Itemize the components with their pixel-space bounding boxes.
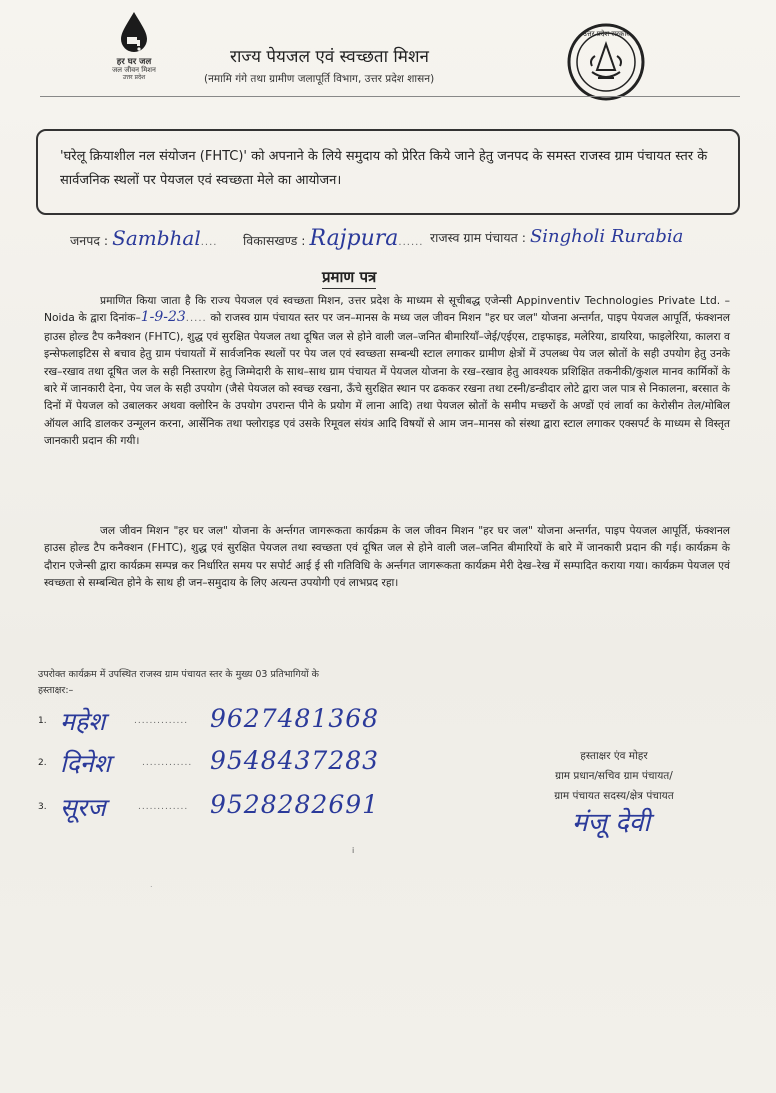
water-drop-tap-icon (117, 10, 151, 54)
event-banner (36, 129, 740, 215)
logo-text-1: हर घर जल (116, 57, 152, 67)
panchayat-value: Singholi Rurabia (529, 226, 684, 247)
signatures-label: हस्ताक्षर:– (38, 685, 74, 696)
participant-phone: 9528282691 (210, 790, 380, 819)
paper-speck: . (150, 880, 153, 889)
panchayat-label: राजस्व ग्राम पंचायत : (430, 230, 526, 245)
certificate-page: हर घर जल जल जीवन मिशन उत्तर प्रदेश राज्य पेयजल एवं स्वच्छता मिशन (नमामि गंगे तथा ग्रामीण जलापूर्ति विभाग, उत्तर प्रदेश शासन) उत्तर प्रदेश सरकार 'घरेलू क्रियाशील नल संयोजन (FHTC)' को अपनाने के लिये समुदाय को प्रेरित किये जाने हेतु जनपद के समस्त राजस्व ग्राम पंचायत स्तर के सार्वजनिक स्थलों पर पेयजल एवं स्वच्छता मेले का आयोजन। जनपद : Sambhal.... विकासखण्ड : Rajpura...... राजस्व ग्राम पंचायत : Singholi Rurabia प्रमाण पत्र प्रमाणित किया जाता है कि राज्य पेयजल एवं स्वच्छता मिशन, उत्तर प्रदेश के माध्यम से सूचीबद्ध एजेन्सी Appinventiv Technologies Private Ltd. – Noida के द्वारा दिनांक–1-9-23..... को राजस्व ग्राम पंचायत स्तर पर जन–मानस के मध्य जल जीवन मिशन "हर घर जल" योजना अन्तर्गत, पाइप पेयजल आपूर्ति, फंक्शनल हाउस होल्ड टैप कनैक्शन (FHTC), शुद्ध एवं सुरक्षित पेयजल तथा दूषित जल से होने वाली जल–जनित बीमारियाँ–जेई/एईएस, टाइफाइड, मलेरिया, डायरिया, फाइलेरिया, कालरा व इन्सेफलाइटिस से बचाव हेतु ग्राम पंचायतों में सार्वजनिक स्थलों पर पेय जल एवं स्वच्छता सम्बन्धी स्टाल लगाकर ग्रामीण क्षेत्रों में उपलब्ध पेय जल स्रोतों के सही उपयोग हेतु उनके रख–रखाव तथा दूषित जल के सही निस्तारण हेतु जिम्मेदारी के साथ–साथ ग्राम पंचायत में पेयजल योजना के रख–रखाव हेतु आवश्यक प्रशिक्षित तकनीकी/कुशल मानव कार्मिकों के बारे में जानकारी देना, पेय जल के सही उपयोग (जैसे पेयजल को स्वच्छ रखना, ऊँचे सुरक्षित स्थान पर ढककर रखना तथा टस्नी/डन्डीदार लोटे द्वारा जल पात्र से निकालना, बरसात के दिनों में पेयजल को उबालकर अथवा क्लोरिन के उपयोग उपरान्त पीने के प्रयोग में लाना आदि) तथा पेयजल स्रोतों के समीप मच्छरों के अण्डों एवं लार्वा का केरोसीन तेल/मोबिल ऑयल आदि डालकर उन्मूलन करना, आर्सेनिक तथा फ्लोराइड एवं उसके रिमूवल संयंत्र आदि विषयों से आम जन–मानस को संस्था द्वारा स्टाल लगाकर एक्सपर्ट के माध्यम से विस्तृत जानकारी प्रदान की गयी। जल जीवन मिशन "हर घर जल" योजना के अर्न्तगत जागरूकता कार्यक्रम के जल जीवन मिशन "हर घर जल" योजना अन्तर्गत, पाइप पेयजल आपूर्ति, फंक्शनल हाउस होल्ड टैप कनैक्शन (FHTC), शुद्ध एवं सुरक्षित पेयजल तथा स्वच्छता एवं दूषित जल से होने वाली जल–जनित बीमारियों के बारे में जानकारी प्रदान की गई। कार्यक्रम के दौरान एजेन्सी द्वारा कार्यक्रम सम्पन्न कर निर्धारित समय पर सपोर्ट आई ई सी गतिविधि के अर्न्तगत जागरूकता कार्यक्रम मेरी देख–रेख में सम्पादित कराया गया। कार्यक्रम पेयजल एवं स्वच्छता से सम्बन्धित होने के साथ ही जन–समुदाय के लिए अत्यन्त उपयोगी एवं लाभप्रद रहा। उपरोक्त कार्यक्रम में उपस्थित राजस्व ग्राम पंचायत स्तर के मुख्य 03 प्रतिभागियों के हस्ताक्षर:– 1. महेश .............. 9627481368 2. दिनेश ............. 9548437283 3. सूरज ............. 9528282691 हस्ताक्षर एंव मोहर ग्राम प्रधान/सचिव ग्राम पंचायत/ ग्राम पंचायत सदस्य/क्षेत्र पंचायत मंजू देवी i . (0, 0, 776, 1093)
paragraph-1-rest: को राजस्व ग्राम पंचायत स्तर पर जन–मानस के मध्य जल जीवन मिशन "हर घर जल" योजना अन्तर्गत, पाइप पेयजल आपूर्ति, फंक्शनल हाउस होल्ड टैप कनैक्शन (FHTC), शुद्ध एवं सुरक्षित पेयजल तथा दूषित जल से होने वाली जल–जनित बीमारियाँ–जेई/एईएस, टाइफाइड, मलेरिया, डायरिया, फाइलेरिया, कालरा व इन्सेफलाइटिस से बचाव हेतु ग्राम पंचायतों में सार्वजनिक स्थलों पर पेय जल एवं स्वच्छता सम्बन्धी स्टाल लगाकर ग्रामीण क्षेत्रों में उपलब्ध पेय जल स्रोतों के सही उपयोग हेतु उनके रख–रखाव तथा दूषित जल के सही निस्तारण हेतु जिम्मेदारी के साथ–साथ ग्राम पंचायत में पेयजल योजना के रख–रखाव हेतु आवश्यक प्रशिक्षित तकनीकी/कुशल मानव कार्मिकों के बारे में जानकारी देना, पेय जल के सही उपयोग (जैसे पेयजल को स्वच्छ रखना, ऊँचे सुरक्षित स्थान पर ढककर रखना तथा टस्नी/डन्डीदार लोटे द्वारा जल पात्र से निकालना, बरसात के दिनों में पेयजल को उबालकर अथवा क्लोरिन के उपयोग उपरान्त पीने के प्रयोग में लाना आदि) तथा पेयजल स्रोतों के समीप मच्छरों के अण्डों एवं लार्वा का केरोसीन तेल/मोबिल ऑयल आदि डालकर उन्मूलन करना, आर्सेनिक तथा फ्लोराइड एवं उसके रिमूवल संयंत्र आदि विषयों से आम जन–मानस को संस्था द्वारा स्टाल लगाकर एक्सपर्ट के माध्यम से विस्तृत जानकारी प्रदान की गयी। (44, 311, 730, 448)
district-value: Sambhal (112, 226, 201, 250)
participant-signature: महेश (60, 707, 106, 736)
official-signature: मंजू देवी (572, 808, 651, 838)
panchayat-field (430, 226, 683, 247)
stamp-line-1: हस्ताक्षर एंव मोहर (580, 750, 648, 762)
event-date: 1-9-23 (140, 309, 186, 326)
event-banner-text: 'घरेलू क्रियाशील नल संयोजन (FHTC)' को अपनाने के लिये समुदाय को प्रेरित किये जाने हेतु जनपद के समस्त राजस्व ग्राम पंचायत स्तर के सार्वजनिक स्थलों पर पेयजल एवं स्वच्छता मेले का आयोजन। (60, 149, 708, 188)
block-label: विकासखण्ड : (243, 233, 306, 248)
certificate-paragraph-2: जल जीवन मिशन "हर घर जल" योजना के अर्न्तगत जागरूकता कार्यक्रम के जल जीवन मिशन "हर घर जल" योजना अन्तर्गत, पाइप पेयजल आपूर्ति, फंक्शनल हाउस होल्ड टैप कनैक्शन (FHTC), शुद्ध एवं सुरक्षित पेयजल तथा स्वच्छता एवं दूषित जल से होने वाली जल–जनित बीमारियों के बारे में जानकारी प्रदान की गई। कार्यक्रम के दौरान एजेन्सी द्वारा कार्यक्रम सम्पन्न कर निर्धारित समय पर सपोर्ट आई ई सी गतिविधि के अर्न्तगत जागरूकता कार्यक्रम मेरी देख–रेख में सम्पादित कराया गया। कार्यक्रम पेयजल एवं स्वच्छता से सम्बन्धित होने के साथ ही जन–समुदाय के लिए अत्यन्त उपयोगी एवं लाभप्रद रहा। (44, 524, 730, 590)
district-label: जनपद : (70, 233, 109, 248)
stamp-block (514, 746, 714, 806)
participant-phone: 9548437283 (210, 746, 380, 775)
participant-phone: 9627481368 (210, 704, 380, 733)
signatures-intro-text: उपरोक्त कार्यक्रम में उपस्थित राजस्व ग्राम पंचायत स्तर के मुख्य 03 प्रतिभागियों के (38, 669, 319, 680)
paragraph-1-start: प्रमाणित किया जाता है कि राज्य पेयजल एवं स्वच्छता मिशन, उत्तर प्रदेश के माध्यम से सूचीबद्ध एजेन्सी Appinventiv Technologies Private Ltd. – Noida के द्वारा दिनांक– (44, 294, 730, 325)
participant-number: 3. (38, 802, 47, 812)
block-value: Rajpura (309, 226, 399, 251)
participant-number: 2. (38, 758, 47, 768)
jal-jeevan-mission-logo (100, 10, 168, 82)
up-government-emblem-icon (566, 22, 646, 102)
header-divider (40, 96, 740, 97)
participant-number: 1. (38, 716, 47, 726)
participant-signature: दिनेश (60, 749, 111, 778)
mission-subtitle: (नमामि गंगे तथा ग्रामीण जलापूर्ति विभाग, उत्तर प्रदेश शासन) (204, 73, 435, 85)
stamp-line-2: ग्राम प्रधान/सचिव ग्राम पंचायत/ (555, 770, 673, 782)
certificate-paragraph-1: प्रमाणित किया जाता है कि राज्य पेयजल एवं स्वच्छता मिशन, उत्तर प्रदेश के माध्यम से सूचीबद्ध एजेन्सी Appinventiv Technologies Private Ltd. – Noida के द्वारा दिनांक–1-9-23..... को राजस्व ग्राम पंचायत स्तर पर जन–मानस के मध्य जल जीवन मिशन "हर घर जल" योजना अन्तर्गत, पाइप पेयजल आपूर्ति, फंक्शनल हाउस होल्ड टैप कनैक्शन (FHTC), शुद्ध एवं सुरक्षित पेयजल तथा दूषित जल से होने वाली जल–जनित बीमारियाँ–जेई/एईएस, टाइफाइड, मलेरिया, डायरिया, फाइलेरिया, कालरा व इन्सेफलाइटिस से बचाव हेतु ग्राम पंचायतों में सार्वजनिक स्थलों पर पेय जल एवं स्वच्छता सम्बन्धी स्टाल लगाकर ग्रामीण क्षेत्रों में उपलब्ध पेय जल स्रोतों के सही उपयोग हेतु उनके रख–रखाव तथा दूषित जल के सही निस्तारण हेतु जिम्मेदारी के साथ–साथ ग्राम पंचायत में पेयजल योजना के रख–रखाव हेतु आवश्यक प्रशिक्षित तकनीकी/कुशल मानव कार्मिकों के बारे में जानकारी देना, पेय जल के सही उपयोग (जैसे पेयजल को स्वच्छ रखना, ऊँचे सुरक्षित स्थान पर ढककर रखना तथा टस्नी/डन्डीदार लोटे द्वारा जल पात्र से निकालना, बरसात के दिनों में पेयजल को उबालकर अथवा क्लोरिन के उपयोग उपरान्त पीने के प्रयोग में लाना आदि) तथा पेयजल स्रोतों के समीप मच्छरों के अण्डों एवं लार्वा का केरोसीन तेल/मोबिल ऑयल आदि डालकर उन्मूलन करना, आर्सेनिक तथा फ्लोराइड एवं उसके रिमूवल संयंत्र आदि विषयों से आम जन–मानस को संस्था द्वारा स्टाल लगाकर एक्सपर्ट के माध्यम से विस्तृत जानकारी प्रदान की गयी। (44, 294, 730, 448)
signatures-intro (38, 667, 458, 699)
stamp-line-3: ग्राम पंचायत सदस्य/क्षेत्र पंचायत (554, 790, 674, 802)
block-field: विकासखण्ड : Rajpura...... (243, 226, 424, 251)
certificate-title: प्रमाण पत्र (322, 267, 376, 289)
logo-text-3: उत्तर प्रदेश (122, 74, 146, 81)
participant-signature: सूरज (60, 793, 106, 822)
logo-text-2: जल जीवन मिशन (112, 66, 156, 74)
mission-title: राज्य पेयजल एवं स्वच्छता मिशन (230, 47, 429, 67)
paper-speck: i (352, 846, 355, 855)
district-field: जनपद : Sambhal.... (70, 226, 218, 250)
emblem-text: उत्तर प्रदेश सरकार (582, 30, 630, 38)
